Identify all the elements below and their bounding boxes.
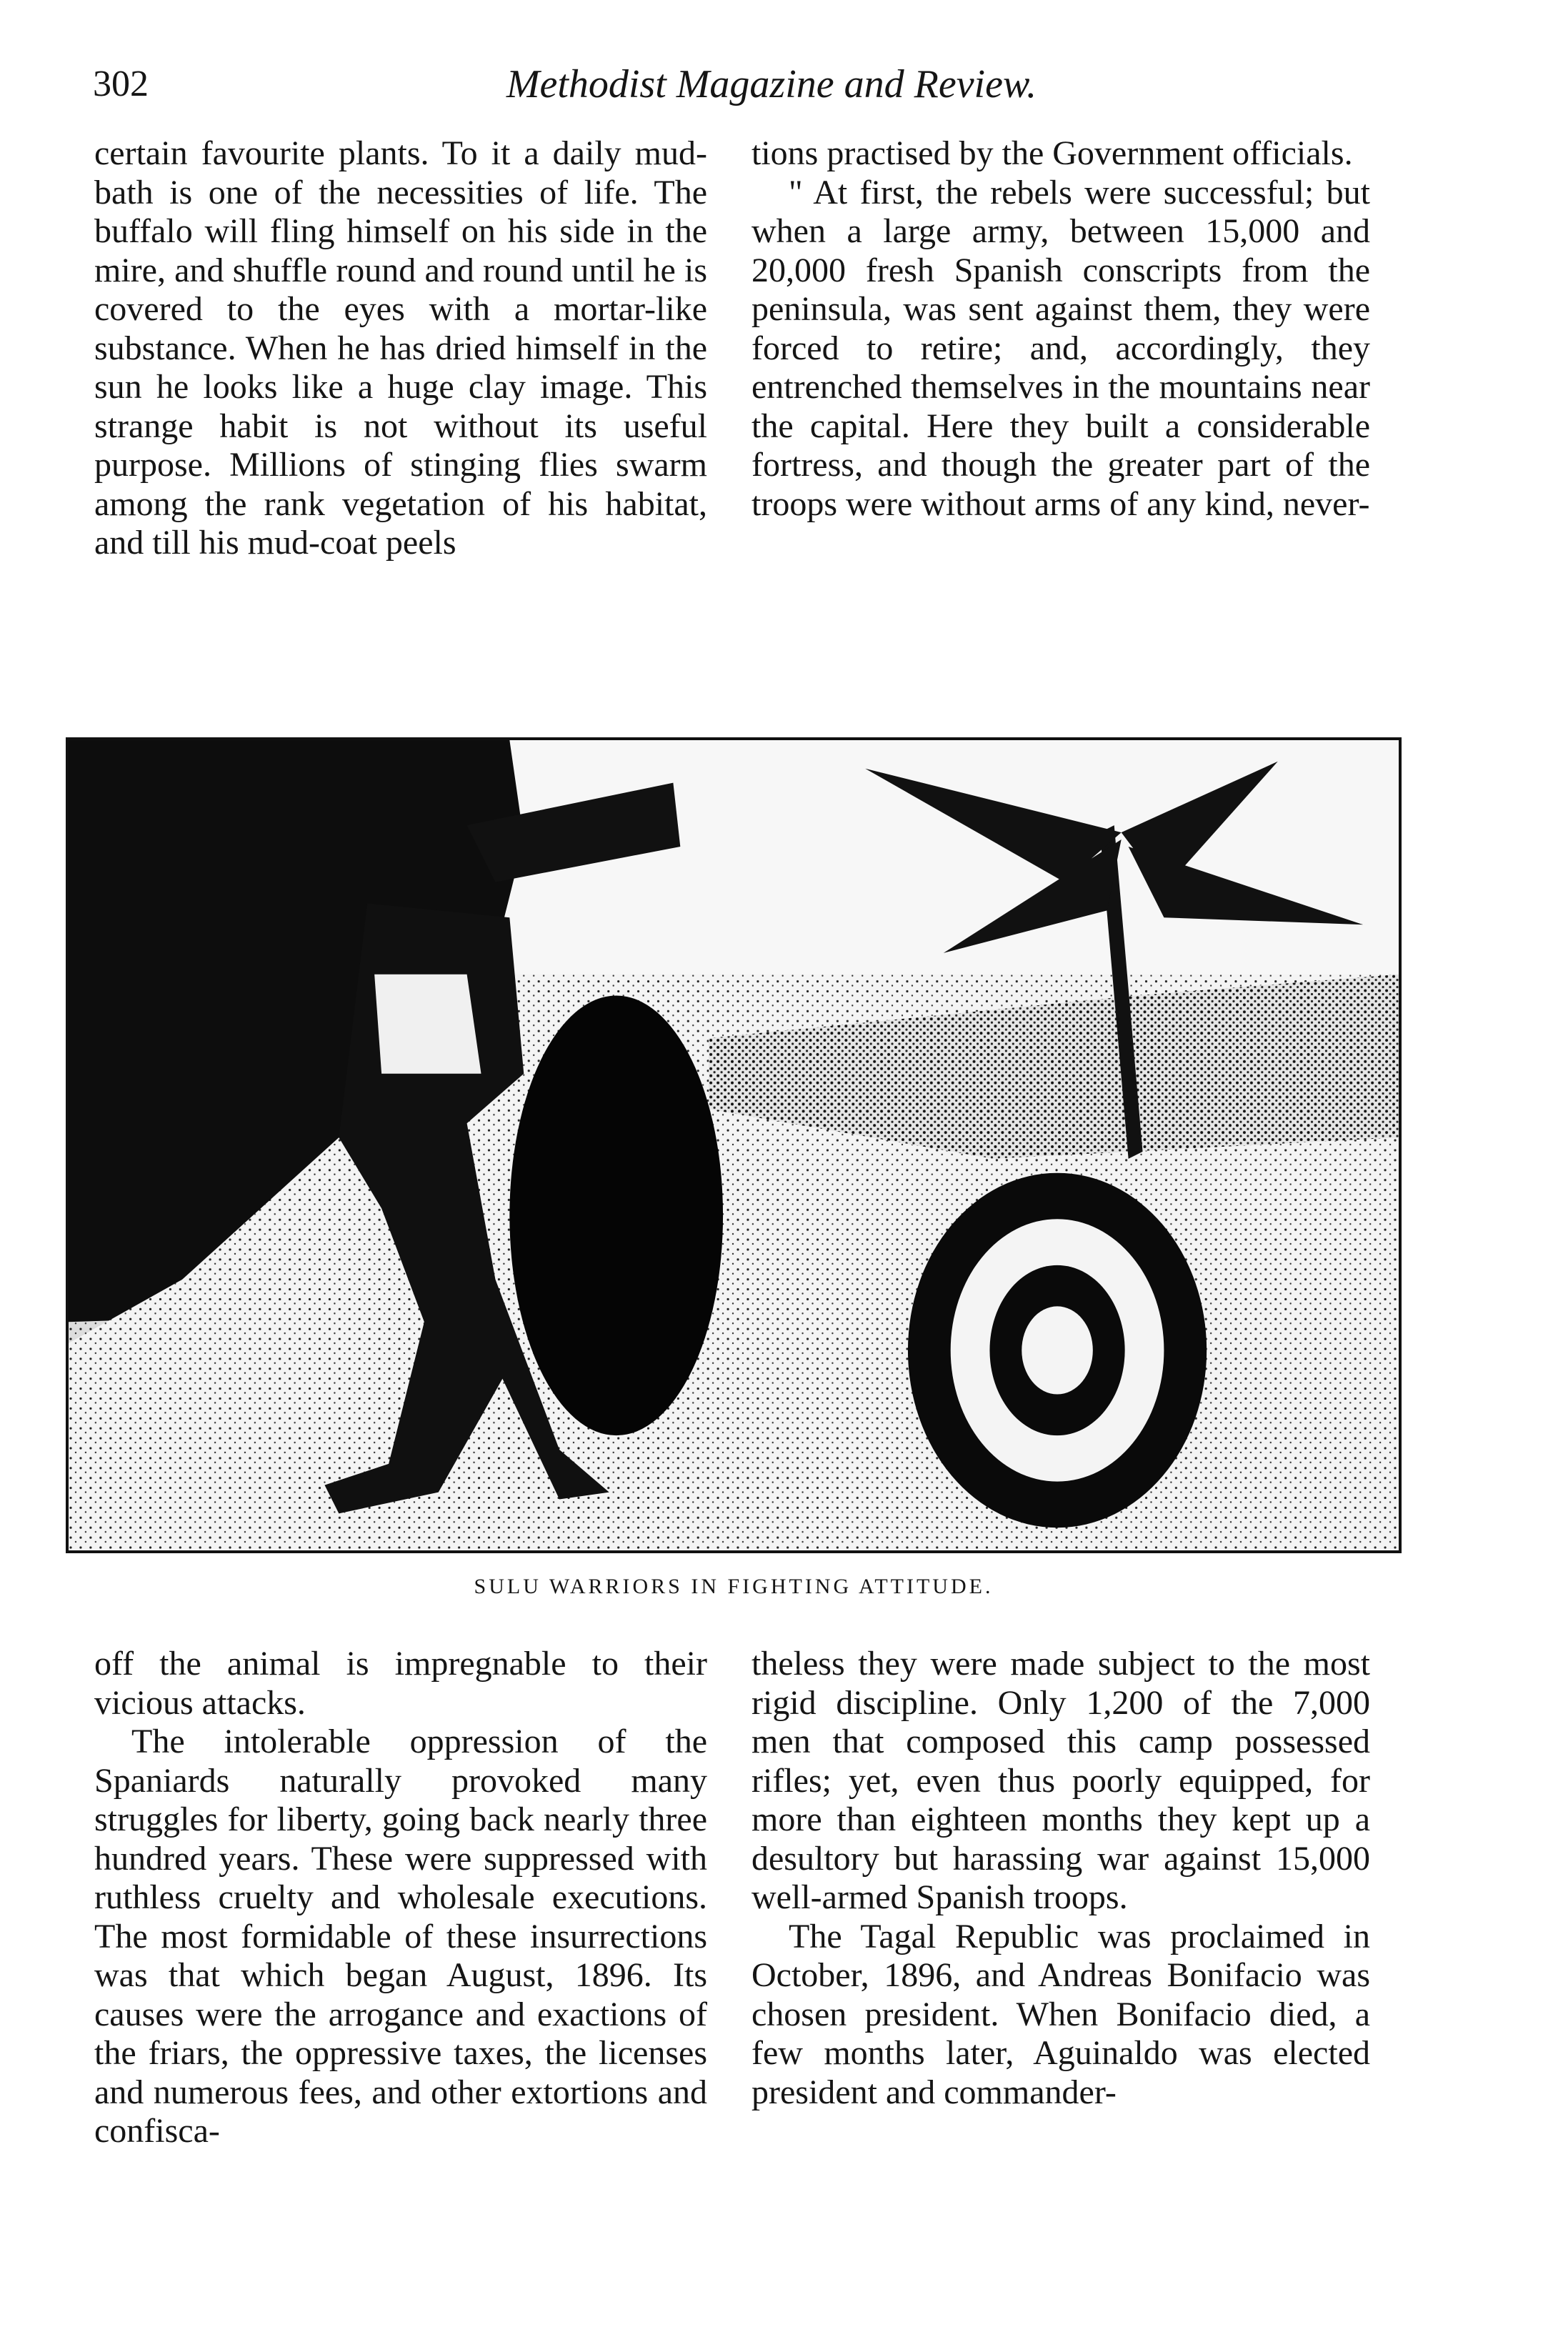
page-number: 302 bbox=[93, 64, 149, 104]
paragraph: tions practised by the Government officials. bbox=[751, 134, 1353, 172]
bottom-right-column bbox=[751, 1645, 1370, 2112]
running-title: Methodist Magazine and Review. bbox=[506, 62, 1037, 106]
bottom-left-column bbox=[94, 1645, 707, 2151]
paragraph: certain favourite plants. To it a daily mud-bath is one of the necessities of life. The buffalo will fling himself on his side in the mire, and shuffle round and round until he is covered to the eyes with a mortar-like substance. When he has dried himself in the sun he looks like a huge clay image. This strange habit is not without its useful purpose. Millions of stinging flies swarm among the rank vegetation of his habitat, and till his mud-coat peels bbox=[94, 134, 707, 562]
illustration-sulu-warriors bbox=[66, 737, 1402, 1553]
figure-caption: SULU WARRIORS IN FIGHTING ATTITUDE. bbox=[474, 1575, 994, 1598]
top-right-column bbox=[751, 134, 1370, 524]
paragraph: The Tagal Republic was proclaimed in October, 1896, and Andreas Bonifacio was chosen president. When Bonifacio died, a few months later, Aguinaldo was elected president and commander- bbox=[751, 1917, 1370, 2111]
page-header bbox=[93, 56, 1393, 113]
halftone-photo bbox=[69, 740, 1399, 1550]
paragraph: off the animal is impregnable to their vicious attacks. bbox=[94, 1645, 707, 1722]
paragraph: " At first, the rebels were successful; but when a large army, between 15,000 and 20,000 fresh Spanish conscripts from the peninsula, was sent against them, they were forced to retire; and, accordingly, they entrenched themselves in the mountains near the capital. Here they built a considerable fortress, and though the greater part of the troops were without arms of any kind, never- bbox=[751, 173, 1370, 523]
top-left-column bbox=[94, 134, 707, 563]
paragraph: theless they were made subject to the most rigid discipline. Only 1,200 of the 7,000 men that composed this camp possessed rifles; yet, even thus poorly equipped, for more than eighteen months they kept up a desultory but harassing war against 15,000 well-armed Spanish troops. bbox=[751, 1645, 1370, 1916]
paragraph: The intolerable oppression of the Spaniards naturally provoked many struggles for liberty, going back nearly three hundred years. These were suppressed with ruthless cruelty and wholesale executions. The most formidable of these insurrections was that which began August, 1896. Its causes were the arrogance and exactions of the friars, the oppressive taxes, the licenses and numerous fees, and other extortions and confisca- bbox=[94, 1723, 707, 2150]
